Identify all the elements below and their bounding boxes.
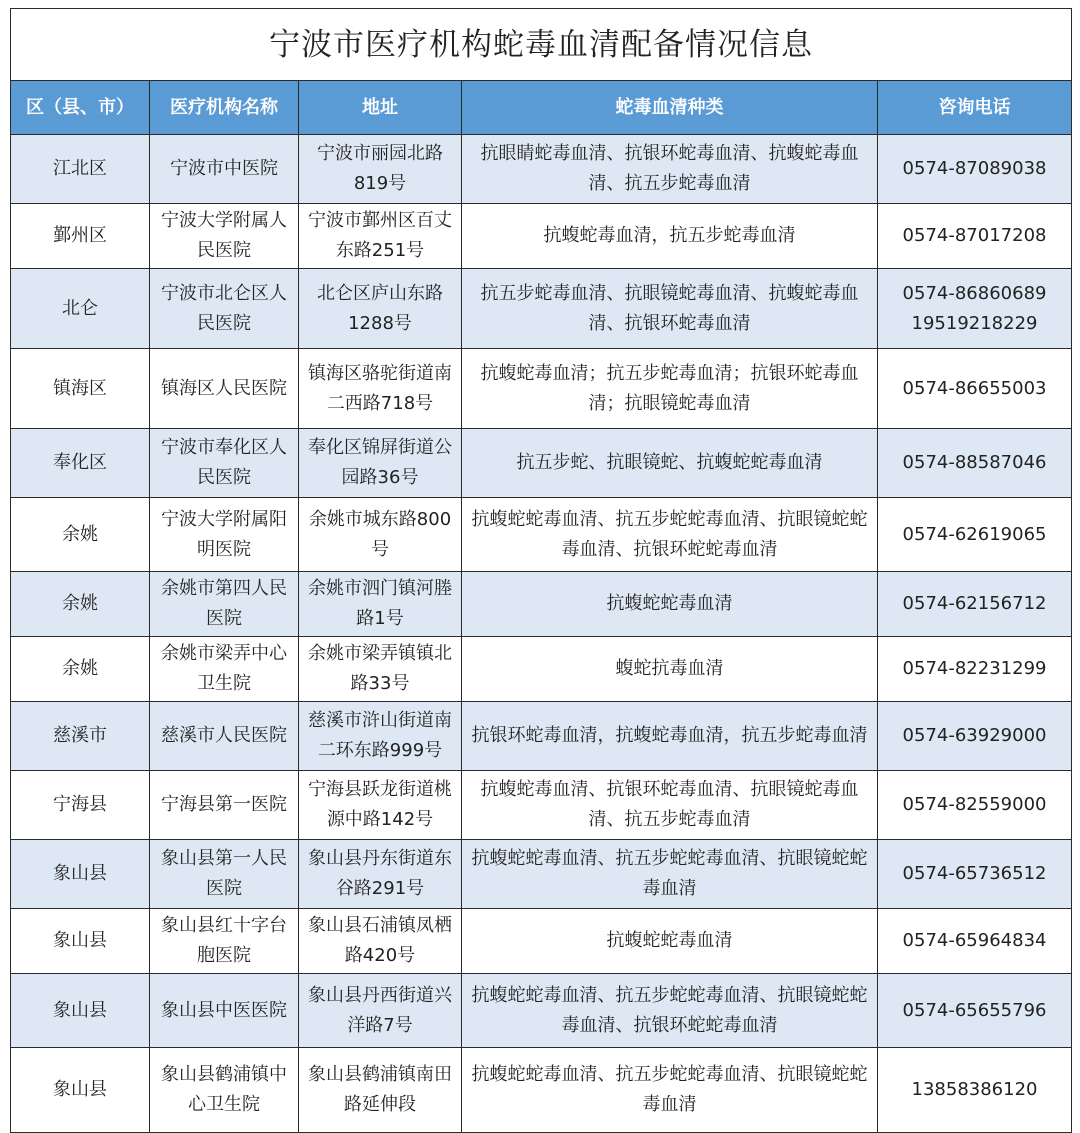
header-address: 地址	[299, 81, 462, 135]
address-cell: 余姚市泗门镇河塍路1号	[299, 572, 462, 637]
table-row	[11, 572, 1072, 637]
page-title: 宁波市医疗机构蛇毒血清配备情况信息	[11, 9, 1072, 81]
table-row	[11, 840, 1072, 909]
table-row	[11, 269, 1072, 349]
address-cell: 象山县石浦镇凤栖路420号	[299, 909, 462, 974]
serum-cell: 抗眼睛蛇毒血清、抗银环蛇毒血清、抗蝮蛇毒血清、抗五步蛇毒血清	[462, 135, 878, 204]
table-row	[11, 637, 1072, 702]
district-cell: 象山县	[11, 909, 150, 974]
serum-cell: 抗蝮蛇毒血清，抗五步蛇毒血清	[462, 204, 878, 269]
serum-cell: 抗蝮蛇蛇毒血清、抗五步蛇蛇毒血清、抗眼镜蛇蛇毒血清	[462, 1048, 878, 1133]
phone-cell: 0574-86655003	[878, 349, 1072, 429]
serum-cell: 抗五步蛇、抗眼镜蛇、抗蝮蛇蛇毒血清	[462, 429, 878, 498]
phone-cell: 0574-88587046	[878, 429, 1072, 498]
phone-cell: 0574-65964834	[878, 909, 1072, 974]
district-cell: 镇海区	[11, 349, 150, 429]
district-cell: 奉化区	[11, 429, 150, 498]
district-cell: 北仑	[11, 269, 150, 349]
address-cell: 奉化区锦屏街道公园路36号	[299, 429, 462, 498]
table-row	[11, 135, 1072, 204]
phone-cell: 0574-63929000	[878, 702, 1072, 771]
phone-cell: 0574-65736512	[878, 840, 1072, 909]
phone-cell: 0574-87017208	[878, 204, 1072, 269]
institution-cell: 宁波市中医院	[150, 135, 299, 204]
institution-cell: 慈溪市人民医院	[150, 702, 299, 771]
district-cell: 余姚	[11, 572, 150, 637]
address-cell: 宁波市丽园北路819号	[299, 135, 462, 204]
institution-cell: 象山县第一人民医院	[150, 840, 299, 909]
district-cell: 宁海县	[11, 771, 150, 840]
address-cell: 余姚市城东路800号	[299, 498, 462, 572]
institution-cell: 象山县鹤浦镇中心卫生院	[150, 1048, 299, 1133]
document-page	[10, 8, 1071, 1115]
institution-cell: 宁波大学附属阳明医院	[150, 498, 299, 572]
serum-cell: 蝮蛇抗毒血清	[462, 637, 878, 702]
district-cell: 余姚	[11, 637, 150, 702]
district-cell: 慈溪市	[11, 702, 150, 771]
header-phone: 咨询电话	[878, 81, 1072, 135]
address-cell: 余姚市梁弄镇镇北路33号	[299, 637, 462, 702]
institution-cell: 宁海县第一医院	[150, 771, 299, 840]
serum-cell: 抗蝮蛇蛇毒血清、抗五步蛇蛇毒血清、抗眼镜蛇蛇毒血清	[462, 840, 878, 909]
district-cell: 象山县	[11, 840, 150, 909]
address-cell: 象山县丹西街道兴洋路7号	[299, 974, 462, 1048]
address-cell: 慈溪市浒山街道南二环东路999号	[299, 702, 462, 771]
serum-cell: 抗蝮蛇蛇毒血清	[462, 572, 878, 637]
institution-cell: 余姚市第四人民医院	[150, 572, 299, 637]
table-row	[11, 349, 1072, 429]
address-cell: 宁波市鄞州区百丈东路251号	[299, 204, 462, 269]
phone-cell: 0574-82231299	[878, 637, 1072, 702]
district-cell: 余姚	[11, 498, 150, 572]
district-cell: 象山县	[11, 974, 150, 1048]
address-cell: 宁海县跃龙街道桃源中路142号	[299, 771, 462, 840]
phone-cell: 0574-82559000	[878, 771, 1072, 840]
district-cell: 江北区	[11, 135, 150, 204]
table-row	[11, 771, 1072, 840]
address-cell: 北仑区庐山东路1288号	[299, 269, 462, 349]
table-row	[11, 498, 1072, 572]
serum-cell: 抗蝮蛇蛇毒血清、抗五步蛇蛇毒血清、抗眼镜蛇蛇毒血清、抗银环蛇蛇毒血清	[462, 498, 878, 572]
phone-cell: 0574-62156712	[878, 572, 1072, 637]
institution-cell: 余姚市梁弄中心卫生院	[150, 637, 299, 702]
phone-cell: 13858386120	[878, 1048, 1072, 1133]
serum-cell: 抗银环蛇毒血清，抗蝮蛇毒血清，抗五步蛇毒血清	[462, 702, 878, 771]
institution-cell: 镇海区人民医院	[150, 349, 299, 429]
serum-cell: 抗蝮蛇毒血清、抗银环蛇毒血清、抗眼镜蛇毒血清、抗五步蛇毒血清	[462, 771, 878, 840]
phone-cell: 0574-62619065	[878, 498, 1072, 572]
table-row	[11, 702, 1072, 771]
table-row	[11, 1048, 1072, 1133]
header-row	[11, 81, 1072, 135]
phone-cell: 0574-87089038	[878, 135, 1072, 204]
table-row	[11, 429, 1072, 498]
phone-cell: 0574-86860689 19519218229	[878, 269, 1072, 349]
table-row	[11, 974, 1072, 1048]
institution-cell: 象山县红十字台胞医院	[150, 909, 299, 974]
header-institution: 医疗机构名称	[150, 81, 299, 135]
address-cell: 象山县鹤浦镇南田路延伸段	[299, 1048, 462, 1133]
serum-cell: 抗蝮蛇蛇毒血清、抗五步蛇蛇毒血清、抗眼镜蛇蛇毒血清、抗银环蛇蛇毒血清	[462, 974, 878, 1048]
serum-cell: 抗蝮蛇毒血清；抗五步蛇毒血清；抗银环蛇毒血清；抗眼镜蛇毒血清	[462, 349, 878, 429]
table-body	[11, 135, 1072, 1133]
institution-cell: 宁波市北仑区人民医院	[150, 269, 299, 349]
header-district: 区（县、市）	[11, 81, 150, 135]
serum-info-table	[10, 8, 1072, 1133]
institution-cell: 宁波大学附属人民医院	[150, 204, 299, 269]
serum-cell: 抗五步蛇毒血清、抗眼镜蛇毒血清、抗蝮蛇毒血清、抗银环蛇毒血清	[462, 269, 878, 349]
address-cell: 镇海区骆驼街道南二西路718号	[299, 349, 462, 429]
table-row	[11, 909, 1072, 974]
table-row	[11, 204, 1072, 269]
serum-cell: 抗蝮蛇蛇毒血清	[462, 909, 878, 974]
header-serum: 蛇毒血清种类	[462, 81, 878, 135]
phone-cell: 0574-65655796	[878, 974, 1072, 1048]
institution-cell: 象山县中医医院	[150, 974, 299, 1048]
district-cell: 象山县	[11, 1048, 150, 1133]
district-cell: 鄞州区	[11, 204, 150, 269]
institution-cell: 宁波市奉化区人民医院	[150, 429, 299, 498]
address-cell: 象山县丹东街道东谷路291号	[299, 840, 462, 909]
